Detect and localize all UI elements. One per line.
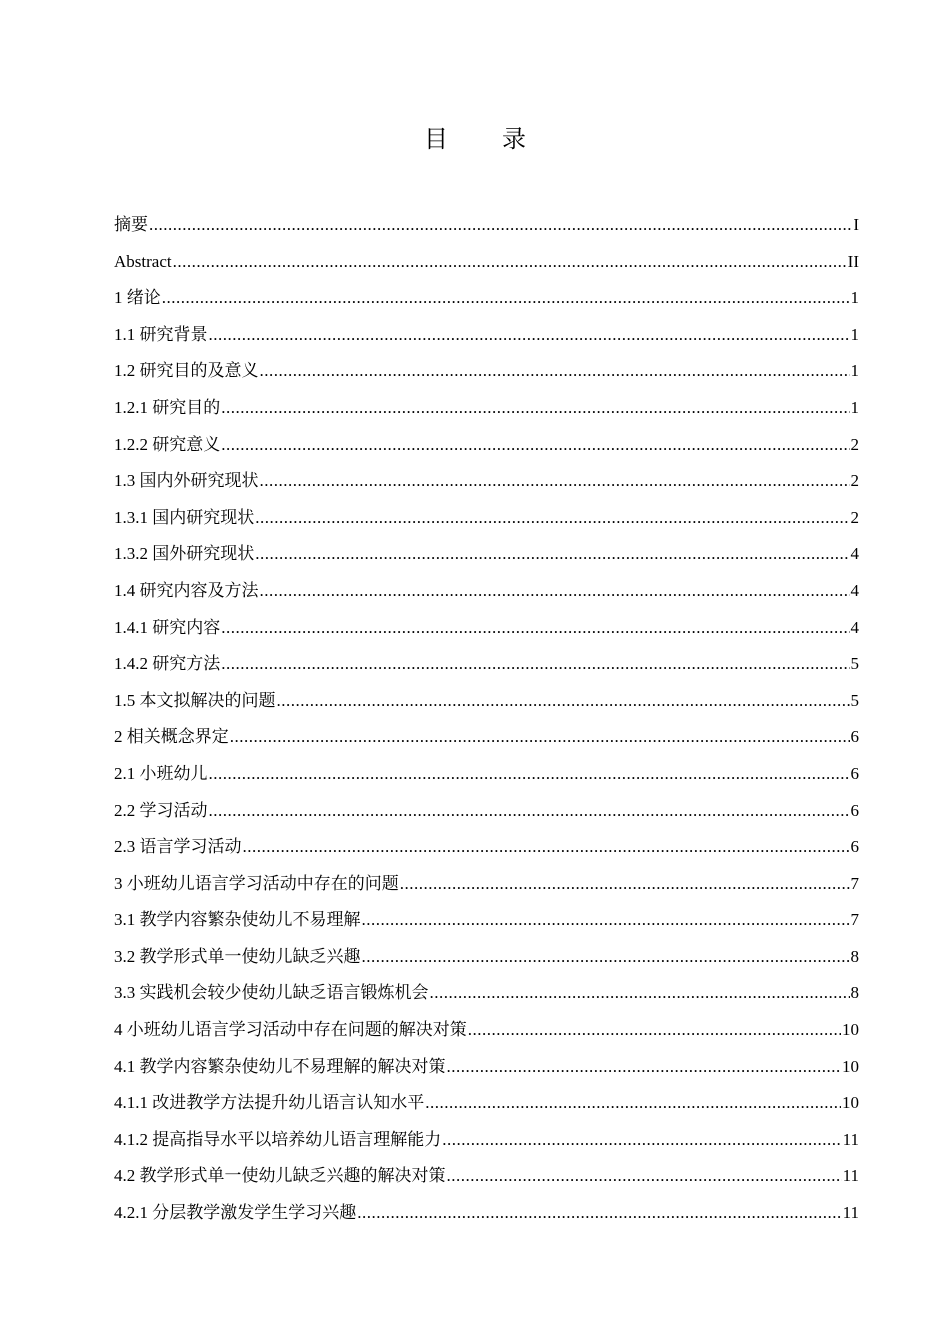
toc-entry-page-number: 5 xyxy=(850,690,859,710)
toc-entry[interactable] xyxy=(114,1049,859,1086)
toc-entry-page-number: 1 xyxy=(850,361,859,381)
toc-entry-label: 1.4.2 研究方法 xyxy=(114,654,221,674)
toc-entry-page-number: 1 xyxy=(850,324,859,344)
toc-entry-page-number: 11 xyxy=(842,1203,859,1223)
toc-entry[interactable] xyxy=(114,1012,859,1049)
toc-entry[interactable] xyxy=(114,207,859,244)
toc-entry[interactable] xyxy=(114,975,859,1012)
toc-entry-label: 3.3 实践机会较少使幼儿缺乏语言锻炼机会 xyxy=(114,983,429,1003)
toc-entry-label: 4.2.1 分层教学激发学生学习兴趣 xyxy=(114,1203,357,1223)
toc-entry-label: 1.2.1 研究目的 xyxy=(114,397,221,417)
dot-leader xyxy=(442,1122,841,1159)
toc-entry[interactable] xyxy=(114,244,859,281)
toc-entry-page-number: 4 xyxy=(850,544,859,564)
dot-leader xyxy=(362,939,850,976)
toc-entry-page-number: 4 xyxy=(850,580,859,600)
toc-entry-label: 4.1.1 改进教学方法提升幼儿语言认知水平 xyxy=(114,1093,425,1113)
dot-leader xyxy=(221,427,849,464)
toc-entry-label: 2.2 学习活动 xyxy=(114,800,208,820)
toc-entry-page-number: II xyxy=(847,251,859,271)
dot-leader xyxy=(209,756,850,793)
toc-entry[interactable] xyxy=(114,353,859,390)
toc-entry-label: 1.4 研究内容及方法 xyxy=(114,580,259,600)
dot-leader xyxy=(243,829,850,866)
toc-entry[interactable] xyxy=(114,939,859,976)
toc-entry-page-number: 6 xyxy=(850,800,859,820)
dot-leader xyxy=(447,1049,842,1086)
dot-leader xyxy=(209,317,850,354)
toc-entry-page-number: 2 xyxy=(850,434,859,454)
toc-entry-label: 摘要 xyxy=(114,215,148,234)
dot-leader xyxy=(277,683,850,720)
toc-entry[interactable] xyxy=(114,1158,859,1195)
toc-entry[interactable] xyxy=(114,500,859,537)
toc-entry-page-number: I xyxy=(853,215,859,234)
toc-entry-label: 4.1.2 提高指导水平以培养幼儿语言理解能力 xyxy=(114,1129,442,1149)
page-title: 目 录 xyxy=(424,127,550,153)
toc-entry[interactable] xyxy=(114,719,859,756)
toc-entry-label: 3 小班幼儿语言学习活动中存在的问题 xyxy=(114,873,399,893)
dot-leader xyxy=(260,463,850,500)
dot-leader xyxy=(362,902,850,939)
toc-entry-label: 1.5 本文拟解决的问题 xyxy=(114,690,276,710)
toc-entry-page-number: 10 xyxy=(842,1093,859,1113)
toc-entry[interactable] xyxy=(114,280,859,317)
toc-entry-page-number: 7 xyxy=(850,873,859,893)
toc-entry[interactable] xyxy=(114,646,859,683)
dot-leader xyxy=(468,1012,841,1049)
dot-leader xyxy=(255,536,849,573)
toc-list xyxy=(114,207,859,1232)
toc-entry-label: 3.2 教学形式单一使幼儿缺乏兴趣 xyxy=(114,946,361,966)
toc-entry-page-number: 2 xyxy=(850,507,859,527)
toc-entry-label: 1.2 研究目的及意义 xyxy=(114,361,259,381)
toc-entry[interactable] xyxy=(114,793,859,830)
toc-entry[interactable] xyxy=(114,1195,859,1232)
dot-leader xyxy=(357,1195,841,1232)
toc-entry-label: 2 相关概念界定 xyxy=(114,727,229,747)
toc-entry-page-number: 8 xyxy=(850,946,859,966)
toc-entry-page-number: 10 xyxy=(842,1056,859,1076)
toc-entry[interactable] xyxy=(114,866,859,903)
toc-entry[interactable] xyxy=(114,463,859,500)
dot-leader xyxy=(260,353,850,390)
toc-entry-label: 4 小班幼儿语言学习活动中存在问题的解决对策 xyxy=(114,1020,467,1040)
toc-entry[interactable] xyxy=(114,573,859,610)
dot-leader xyxy=(149,207,852,244)
dot-leader xyxy=(209,793,850,830)
dot-leader xyxy=(260,573,850,610)
toc-entry-page-number: 8 xyxy=(850,983,859,1003)
toc-entry[interactable] xyxy=(114,317,859,354)
toc-entry-page-number: 6 xyxy=(850,727,859,747)
toc-entry-page-number: 11 xyxy=(842,1129,859,1149)
toc-entry-label: 4.1 教学内容繁杂使幼儿不易理解的解决对策 xyxy=(114,1056,446,1076)
toc-entry-page-number: 5 xyxy=(850,654,859,674)
toc-entry-label: 1.4.1 研究内容 xyxy=(114,617,221,637)
toc-entry[interactable] xyxy=(114,683,859,720)
toc-entry-page-number: 1 xyxy=(850,397,859,417)
toc-entry-label: 1.3.1 国内研究现状 xyxy=(114,507,255,527)
toc-entry[interactable] xyxy=(114,427,859,464)
dot-leader xyxy=(221,390,849,427)
toc-entry[interactable] xyxy=(114,829,859,866)
dot-leader xyxy=(400,866,850,903)
toc-entry-page-number: 1 xyxy=(850,288,859,308)
toc-entry-label: 1.1 研究背景 xyxy=(114,324,208,344)
toc-entry[interactable] xyxy=(114,1122,859,1159)
toc-entry[interactable] xyxy=(114,902,859,939)
dot-leader xyxy=(255,500,849,537)
toc-entry-label: 4.2 教学形式单一使幼儿缺乏兴趣的解决对策 xyxy=(114,1166,446,1186)
toc-entry-label: 1.3.2 国外研究现状 xyxy=(114,544,255,564)
toc-entry-label: 2.3 语言学习活动 xyxy=(114,837,242,857)
toc-entry[interactable] xyxy=(114,390,859,427)
toc-entry[interactable] xyxy=(114,610,859,647)
toc-entry-page-number: 4 xyxy=(850,617,859,637)
toc-entry-page-number: 2 xyxy=(850,471,859,491)
toc-entry[interactable] xyxy=(114,536,859,573)
toc-entry[interactable] xyxy=(114,1085,859,1122)
toc-entry-page-number: 10 xyxy=(842,1020,859,1040)
toc-entry-label: 1 绪论 xyxy=(114,288,161,308)
toc-entry-page-number: 6 xyxy=(850,837,859,857)
toc-entry-label: 3.1 教学内容繁杂使幼儿不易理解 xyxy=(114,910,361,930)
toc-entry-page-number: 7 xyxy=(850,910,859,930)
toc-entry-label: 2.1 小班幼儿 xyxy=(114,763,208,783)
dot-leader xyxy=(230,719,850,756)
dot-leader xyxy=(173,244,847,281)
dot-leader xyxy=(162,280,850,317)
toc-entry-label: Abstract xyxy=(114,251,172,271)
dot-leader xyxy=(430,975,850,1012)
toc-entry-page-number: 11 xyxy=(842,1166,859,1186)
dot-leader xyxy=(221,646,849,683)
toc-entry-label: 1.3 国内外研究现状 xyxy=(114,471,259,491)
dot-leader xyxy=(425,1085,841,1122)
dot-leader xyxy=(221,610,849,647)
dot-leader xyxy=(447,1158,842,1195)
toc-entry[interactable] xyxy=(114,756,859,793)
toc-entry-page-number: 6 xyxy=(850,763,859,783)
toc-entry-label: 1.2.2 研究意义 xyxy=(114,434,221,454)
